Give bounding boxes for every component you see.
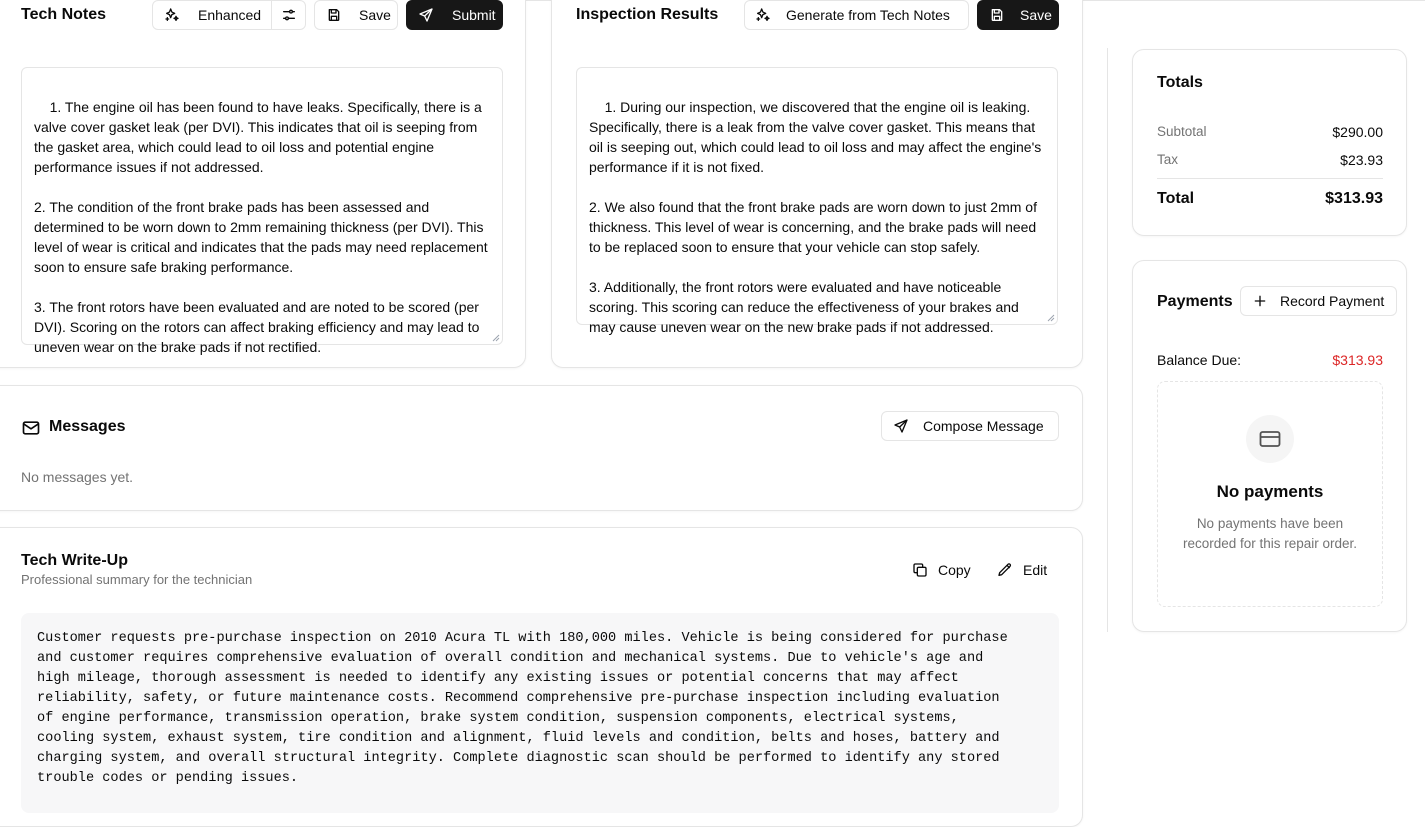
pencil-icon bbox=[997, 562, 1013, 578]
inspection-results-text: 1. During our inspection, we discovered that the engine oil is leaking. Specifically, there is a leak from the valve cover gasket. This means that oil is seeping out, which could lead to oil loss and may affect the engine's performance if it is not fixed. 2. We also found that the front brake pads are worn down to just 2mm of thickness. This level of wear is concerning, and the brake pads will need to be replaced soon to ensure that your vehicle can stop safely. 3. Additionally, the front rotors were evaluated and have noticeable scoring. This scoring can reduce the effectiveness of your brakes and may cause uneven wear on the new brake pads if not addressed. bbox=[589, 99, 1042, 335]
enhanced-label: Enhanced bbox=[198, 7, 262, 23]
right-column-divider bbox=[1107, 48, 1108, 632]
tech-notes-textarea[interactable] bbox=[21, 67, 503, 355]
submit-label: Submit bbox=[452, 7, 496, 23]
sliders-icon bbox=[281, 7, 297, 23]
mail-icon bbox=[21, 418, 41, 438]
edit-label: Edit bbox=[1023, 562, 1048, 578]
totals-divider bbox=[1157, 178, 1383, 179]
totals-title: Totals bbox=[1157, 74, 1203, 91]
resize-handle-icon[interactable] bbox=[1047, 314, 1055, 322]
no-messages-text: No messages yet. bbox=[21, 469, 134, 485]
balance-due-label: Balance Due: bbox=[1157, 352, 1242, 368]
sparkles-icon bbox=[755, 7, 771, 23]
tech-writeup-text: Customer requests pre-purchase inspection on 2010 Acura TL with 180,000 miles. Vehicle is being considered for purchase and customer requires comprehensive evaluation of overall condition and mechanical systems. Due to vehicle's age and high mileage, thorough assessment is needed to identify any existing issues or potential concerns that may affect reliability, safety, or future maintenance costs. Recommend comprehensive pre-purchase inspection including evaluation of engine performance, transmission operation, brake system condition, suspension components, electrical systems, cooling system, exhaust system, tire condition and alignment, fluid levels and condition, belts and hoses, battery and charging system, and overall structural integrity. Complete diagnostic scan should be performed to identify any stored trouble codes or pending issues. bbox=[37, 631, 1008, 786]
inspection-results-textarea[interactable] bbox=[576, 67, 1058, 335]
totals-card bbox=[1132, 49, 1407, 236]
save-icon bbox=[989, 7, 1005, 23]
record-payment-button[interactable] bbox=[1240, 286, 1397, 316]
balance-due-row bbox=[1157, 352, 1383, 368]
save-label: Save bbox=[1020, 7, 1052, 23]
tax-label: Tax bbox=[1157, 152, 1179, 167]
messages-card bbox=[0, 385, 1083, 511]
tech-notes-title: Tech Notes bbox=[21, 6, 107, 23]
tech-notes-save-button[interactable] bbox=[314, 0, 398, 30]
no-payments-text: No payments have been recorded for this repair order. bbox=[1182, 516, 1358, 551]
inspection-results-card bbox=[551, 0, 1083, 368]
send-icon bbox=[893, 418, 909, 434]
save-icon bbox=[326, 7, 342, 23]
tech-writeup-title: Tech Write-Up bbox=[21, 552, 128, 569]
tech-writeup-subtitle: Professional summary for the technician bbox=[21, 572, 253, 587]
settings-toggle-button[interactable] bbox=[272, 1, 305, 29]
no-payments-title: No payments bbox=[1216, 482, 1324, 501]
tech-notes-text: 1. The engine oil has been found to have leaks. Specifically, there is a valve cover gasket leak (per DVI). This indicates that oil is seeping from the gasket area, which could lead to oil loss and potential engine performance issues if not addressed. 2. The condition of the front brake pads has been assessed and determined to be worn down to 2mm remaining thickness (per DVI). This level of wear is critical and indicates that the pads may need replacement soon to ensure safe braking performance. 3. The front rotors have been evaluated and are noted to be scored (per DVI). Scoring on the rotors can affect braking efficiency and may lead to uneven wear on the brake pads if not rectified. bbox=[34, 99, 488, 355]
subtotal-row bbox=[1157, 124, 1383, 140]
enhanced-button[interactable] bbox=[152, 0, 306, 30]
compose-label: Compose Message bbox=[923, 418, 1044, 434]
tech-writeup-card bbox=[0, 527, 1083, 827]
subtotal-value: $290.00 bbox=[1332, 124, 1383, 140]
record-payment-label: Record Payment bbox=[1280, 293, 1385, 309]
edit-button[interactable] bbox=[997, 562, 1047, 578]
send-icon bbox=[418, 7, 434, 23]
compose-message-button[interactable] bbox=[881, 411, 1059, 441]
payments-title: Payments bbox=[1157, 293, 1233, 310]
copy-button[interactable] bbox=[912, 562, 971, 578]
tech-writeup-box bbox=[21, 613, 1059, 813]
generate-label: Generate from Tech Notes bbox=[786, 7, 950, 23]
inspection-results-title: Inspection Results bbox=[576, 6, 719, 23]
total-label: Total bbox=[1157, 190, 1195, 207]
save-label: Save bbox=[359, 7, 391, 23]
submit-button[interactable] bbox=[406, 0, 503, 30]
tax-value: $23.93 bbox=[1340, 152, 1383, 168]
no-payments-empty-state bbox=[1157, 381, 1383, 607]
payments-card bbox=[1132, 260, 1407, 632]
generate-from-tech-notes-button[interactable] bbox=[744, 0, 969, 30]
total-value: $313.93 bbox=[1325, 190, 1383, 207]
tech-notes-card bbox=[0, 0, 526, 368]
tax-row bbox=[1157, 152, 1383, 168]
balance-due-value: $313.93 bbox=[1332, 352, 1383, 368]
copy-label: Copy bbox=[938, 562, 971, 578]
total-row bbox=[1157, 190, 1383, 208]
sparkles-icon bbox=[164, 7, 180, 23]
resize-handle-icon[interactable] bbox=[492, 334, 500, 342]
messages-title: Messages bbox=[49, 418, 126, 435]
inspection-save-button[interactable] bbox=[977, 0, 1059, 30]
plus-icon bbox=[1252, 293, 1268, 309]
credit-card-icon bbox=[1246, 415, 1294, 463]
copy-icon bbox=[912, 562, 928, 578]
subtotal-label: Subtotal bbox=[1157, 124, 1207, 139]
